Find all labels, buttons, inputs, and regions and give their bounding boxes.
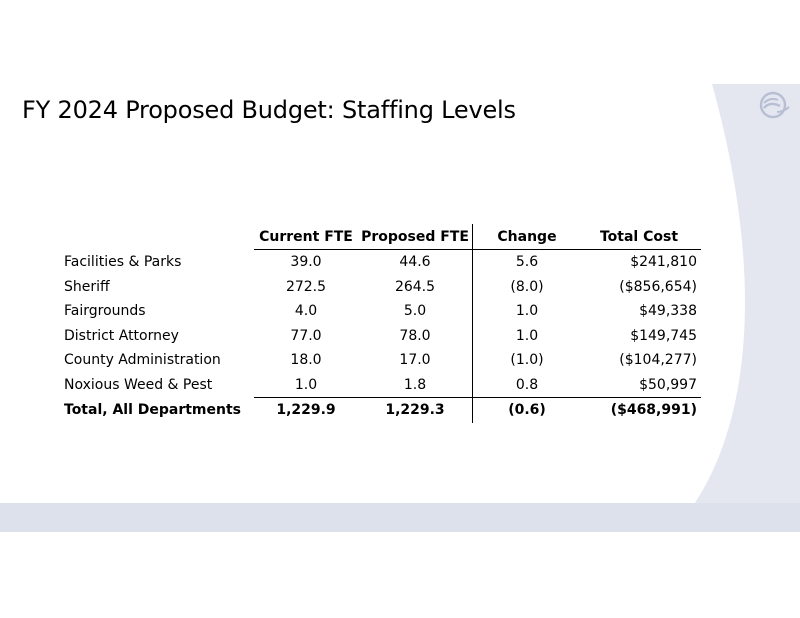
row-department: District Attorney — [64, 327, 179, 344]
total-proposed-fte: 1,229.3 — [358, 398, 473, 423]
row-department: Facilities & Parks — [64, 254, 182, 270]
row-current-fte: 77.0 — [290, 327, 322, 344]
table-row — [64, 250, 701, 275]
row-proposed-fte: 264.5 — [394, 278, 436, 295]
row-change: 1.0 — [473, 324, 582, 349]
table-row — [64, 275, 701, 300]
row-current-fte: 18.0 — [290, 352, 322, 369]
table-row — [64, 299, 701, 324]
table-total-row — [64, 398, 701, 423]
row-department: Fairgrounds — [64, 303, 146, 320]
row-change: (1.0) — [473, 348, 582, 373]
row-department: Noxious Weed & Pest — [64, 377, 213, 393]
row-current-fte: 4.0 — [294, 303, 318, 320]
row-current-fte: 272.5 — [285, 278, 327, 295]
row-total-cost: $149,745 — [630, 327, 697, 344]
table-row — [64, 373, 701, 398]
header-total-cost: Total Cost — [581, 224, 701, 250]
row-total-cost: $49,338 — [639, 303, 697, 320]
row-change: 0.8 — [473, 373, 582, 398]
header-change: Change — [473, 224, 582, 250]
row-proposed-fte: 1.8 — [403, 376, 427, 393]
total-current-fte: 1,229.9 — [254, 398, 358, 423]
staffing-table — [64, 224, 701, 423]
row-proposed-fte: 17.0 — [399, 352, 431, 369]
row-total-cost: ($856,654) — [619, 278, 697, 295]
table-row — [64, 348, 701, 373]
row-change: 1.0 — [473, 299, 582, 324]
total-total-cost: ($468,991) — [581, 398, 701, 423]
row-total-cost: $50,997 — [639, 376, 697, 393]
row-change: (8.0) — [473, 275, 582, 300]
table-row — [64, 324, 701, 349]
row-department: Sheriff — [64, 278, 110, 295]
row-total-cost: $241,810 — [630, 254, 697, 271]
page-title: FY 2024 Proposed Budget: Staffing Levels — [22, 96, 516, 124]
row-current-fte: 1.0 — [294, 376, 318, 393]
table-header-row — [64, 224, 701, 250]
header-department — [64, 224, 254, 250]
bottom-band — [0, 503, 800, 532]
row-total-cost: ($104,277) — [619, 352, 697, 369]
total-department: Total, All Departments — [64, 402, 242, 418]
row-current-fte: 39.0 — [290, 254, 322, 271]
row-proposed-fte: 44.6 — [399, 254, 431, 271]
row-department: County Administration — [64, 352, 221, 369]
row-change: 5.6 — [473, 250, 582, 275]
row-proposed-fte: 78.0 — [399, 327, 431, 344]
total-change: (0.6) — [473, 398, 582, 423]
header-current-fte: Current FTE — [254, 224, 358, 250]
row-proposed-fte: 5.0 — [403, 303, 427, 320]
county-seal-wave-icon — [755, 90, 791, 120]
header-proposed-fte: Proposed FTE — [358, 224, 473, 250]
